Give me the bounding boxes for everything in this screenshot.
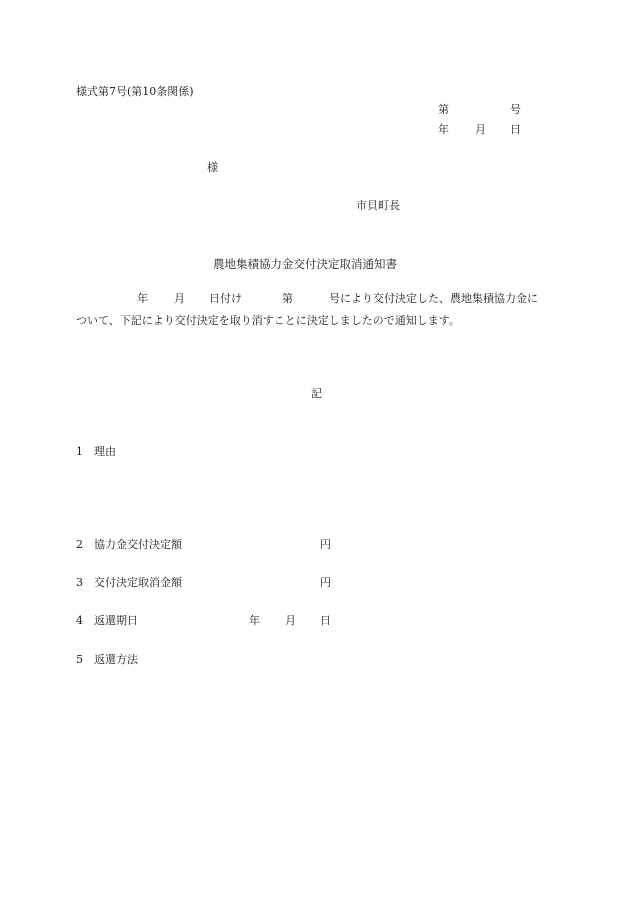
ki-heading: 記 xyxy=(311,387,322,400)
item-date-day: 日 xyxy=(320,614,331,627)
body-line2: ついて、下記により交付決定を取り消すことに決定しましたので通知します。 xyxy=(76,314,460,327)
doc-number-go: 号 xyxy=(510,103,521,116)
doc-number-dai: 第 xyxy=(438,103,449,116)
item-number: 5 xyxy=(76,653,83,666)
issuer-name: 市貝町長 xyxy=(356,199,400,212)
body-line1-rest: 号により交付決定した、農地集積協力金に xyxy=(329,292,538,305)
addressee-suffix: 様 xyxy=(207,161,218,174)
item-date-year: 年 xyxy=(249,614,260,627)
item-label-grant-amount: 協力金交付決定額 xyxy=(94,538,182,551)
body-month: 月 xyxy=(174,292,185,305)
item-value-yen: 円 xyxy=(320,576,331,589)
item-label-cancel-amount: 交付決定取消金額 xyxy=(94,576,182,589)
item-number: 1 xyxy=(76,445,83,458)
body-date-suffix: 日付け xyxy=(209,292,242,305)
document-title: 農地集積協力金交付決定取消通知書 xyxy=(213,257,397,271)
item-number: 4 xyxy=(76,614,83,627)
doc-date-month: 月 xyxy=(475,123,486,136)
item-date-month: 月 xyxy=(285,614,296,627)
body-year: 年 xyxy=(137,292,148,305)
item-value-yen: 円 xyxy=(320,538,331,551)
item-label-return-method: 返還方法 xyxy=(94,653,138,666)
item-number: 2 xyxy=(76,538,83,551)
body-dai: 第 xyxy=(282,292,293,305)
item-label-return-date: 返還期日 xyxy=(94,614,138,627)
item-label-reason: 理由 xyxy=(94,445,116,458)
doc-date-day: 日 xyxy=(510,123,521,136)
doc-date-year: 年 xyxy=(438,123,449,136)
item-number: 3 xyxy=(76,576,83,589)
form-label: 様式第7号(第10条関係) xyxy=(76,85,194,98)
